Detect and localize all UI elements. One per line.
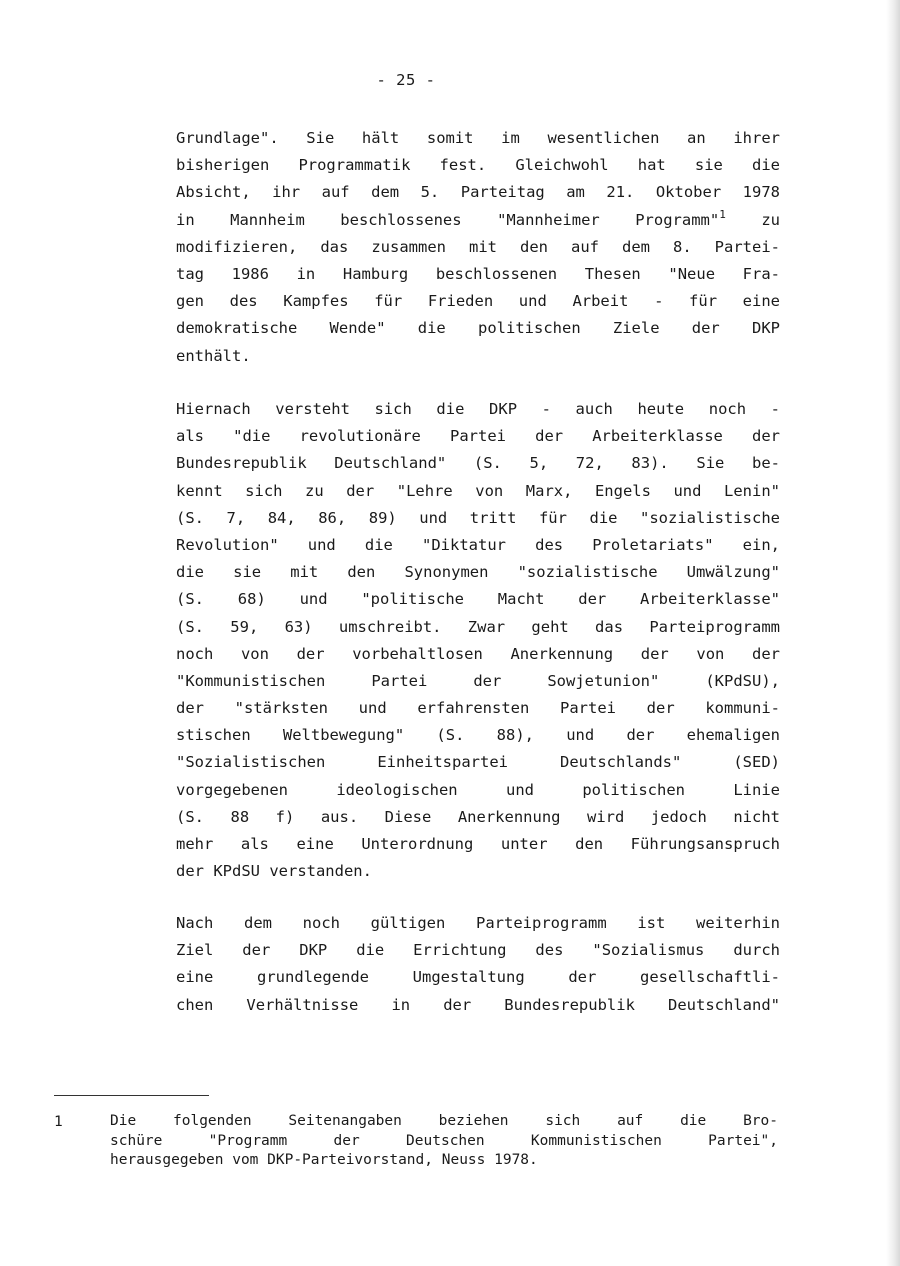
paragraph-2 <box>176 396 780 885</box>
text-line: gen des Kampfes für Frieden und Arbeit - für eine <box>176 292 780 311</box>
text-line: enthält. <box>176 346 251 365</box>
text-line: Grundlage". Sie hält somit im wesentlichen an ihrer <box>176 129 780 147</box>
text-line: Nach dem noch gültigen Parteiprogramm ist weiterhin <box>176 914 780 932</box>
text-line: vorgegebenen ideologischen und politischen Linie <box>176 780 780 799</box>
paragraph-3 <box>176 910 780 1019</box>
text-line: noch von der vorbehaltlosen Anerkennung der von der <box>176 644 780 663</box>
text-line: mehr als eine Unterordnung unter den Führungsanspruch <box>176 835 780 853</box>
text-line: stischen Weltbewegung" (S. 88), und der ehemaligen <box>176 726 780 745</box>
footnote-line: Die folgenden Seitenangaben beziehen sich auf die Bro- <box>110 1113 778 1129</box>
text-line: kennt sich zu der "Lehre von Marx, Engels und Lenin" <box>176 481 780 500</box>
text-line: (S. 7, 84, 86, 89) und tritt für die "sozialistische <box>176 508 780 527</box>
footnote <box>110 1112 778 1171</box>
text-line: (S. 68) und "politische Macht der Arbeiterklasse" <box>176 590 780 609</box>
text-line: "Kommunistischen Partei der Sowjetunion" (KPdSU), <box>176 671 780 690</box>
text-line: eine grundlegende Umgestaltung der gesellschaftli- <box>176 968 780 987</box>
text-line: der "stärksten und erfahrensten Partei der kommuni- <box>176 699 780 718</box>
text-line: tag 1986 in Hamburg beschlossenen Thesen "Neue Fra- <box>176 264 780 283</box>
paragraph-1 <box>176 125 780 370</box>
text-line: demokratische Wende" die politischen Ziele der DKP <box>176 319 780 338</box>
text-line: der KPdSU verstanden. <box>176 862 372 881</box>
text-fragment: zu <box>725 210 780 229</box>
footnote-reference: 1 <box>719 207 726 221</box>
text-line: Ziel der DKP die Errichtung des "Sozialismus durch <box>176 941 780 960</box>
text-line: Hiernach versteht sich die DKP - auch heute noch - <box>176 400 780 418</box>
footnote-separator <box>54 1095 209 1096</box>
footnote-line: schüre "Programm der Deutschen Kommunistischen Partei", <box>110 1132 778 1149</box>
text-line: (S. 88 f) aus. Diese Anerkennung wird jedoch nicht <box>176 807 780 826</box>
text-line: Bundesrepublik Deutschland" (S. 5, 72, 83). Sie be- <box>176 454 780 473</box>
text-line: (S. 59, 63) umschreibt. Zwar geht das Parteiprogramm <box>176 617 780 636</box>
text-line: "Sozialistischen Einheitspartei Deutschlands" (SED) <box>176 753 780 772</box>
text-line: chen Verhältnisse in der Bundesrepublik Deutschland" <box>176 995 780 1014</box>
footnote-marker: 1 <box>54 1114 63 1130</box>
text-line: Revolution" und die "Diktatur des Proletariats" ein, <box>176 535 780 554</box>
text-line: Absicht, ihr auf dem 5. Parteitag am 21. Oktober 1978 <box>176 183 780 202</box>
text-line: die sie mit den Synonymen "sozialistische Umwälzung" <box>176 563 780 582</box>
page-number: - 25 - <box>376 71 436 89</box>
text-line: bisherigen Programmatik fest. Gleichwohl hat sie die <box>176 156 780 175</box>
scan-edge-shadow <box>886 0 900 1266</box>
text-line: modifizieren, das zusammen mit den auf dem 8. Partei- <box>176 237 780 256</box>
footnote-line: herausgegeben vom DKP-Parteivorstand, Neuss 1978. <box>110 1152 538 1168</box>
text-fragment: in Mannheim beschlossenes "Mannheimer Programm" <box>176 210 720 229</box>
text-line-with-footnote-ref <box>176 207 780 234</box>
text-line: als "die revolutionäre Partei der Arbeiterklasse der <box>176 427 780 446</box>
